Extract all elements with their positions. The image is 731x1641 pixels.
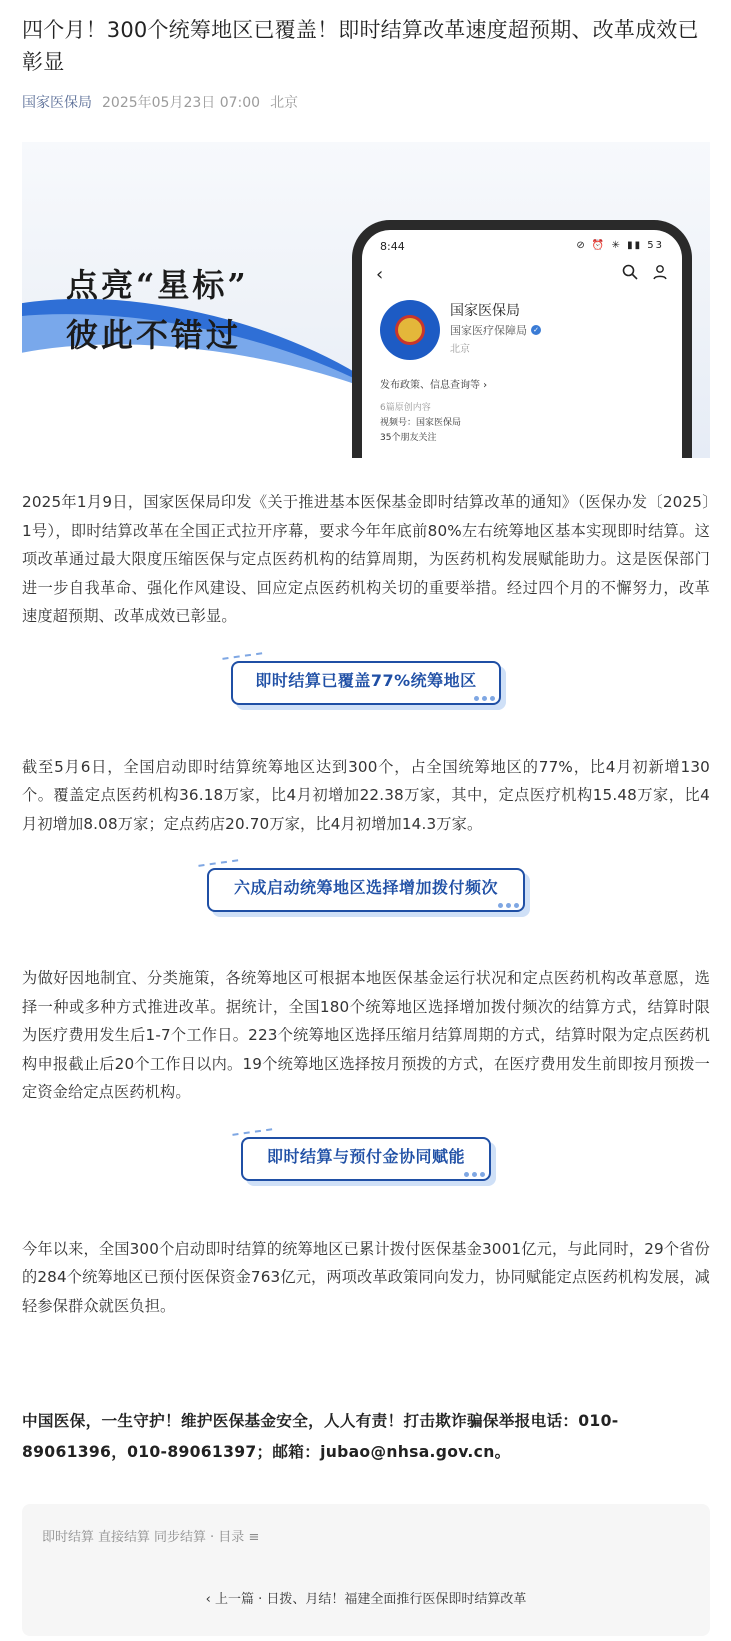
closing-statement: 中国医保，一生守护！维护医保基金安全，人人有责！打击欺诈骗保举报电话：010-89061396，010-89061397；邮箱：jubao@nhsa.gov.cn。 [22, 1412, 619, 1461]
phone-nav [376, 264, 668, 285]
tag-list [42, 1526, 259, 1545]
phone-screen [362, 230, 682, 458]
publish-location: 北京 [270, 95, 299, 111]
heading-text: 即时结算已覆盖77%统筹地区 [255, 670, 477, 690]
verified-icon: ✓ [531, 325, 541, 335]
section-heading [207, 868, 525, 912]
prev-article-link[interactable]: ‹ 上一篇 · 日拨、月结！福建全面推行医保即时结算改革 [205, 1592, 527, 1607]
article-title: 四个月！300个统筹地区已覆盖！即时结算改革速度超预期、改革成效已彰显 [22, 18, 699, 74]
phone-nav-actions [622, 264, 668, 285]
author-link[interactable]: 国家医保局 [22, 95, 92, 111]
phone-time: 8:44 [380, 240, 405, 253]
search-icon [622, 264, 638, 280]
section-heading [241, 1137, 491, 1181]
paragraph: 为做好因地制宜、分类施策，各统筹地区可根据本地医保基金运行状况和定点医药机构改革意愿，选择一种或多种方式推进改革。据统计，全国180个统筹地区选择增加拨付频次的结算方式，结算时限为医疗费用发生后1-7个工作日。223个统筹地区选择压缩月结算周期的方式，结算时限为定点医药机构申报截止后20个工作日以内。19个统筹地区选择按月预拨的方式，在医疗费用发生前即按月预拨一定资金给定点医药机构。 [22, 969, 710, 1101]
account-friends: 35个朋友关注 [380, 433, 437, 443]
phone-mockup [352, 220, 692, 458]
account-subtitle-text: 国家医疗保障局 [450, 324, 527, 337]
account-channel: 视频号：国家医保局 [380, 418, 462, 428]
account-original-count: 6篇原创内容 [380, 403, 431, 413]
slogan-line: 彼此不错过 [66, 316, 242, 354]
article-container [22, 0, 710, 1636]
status-icons: ⊘ ⏰ ✳ ▮▮ 53 [576, 240, 664, 251]
tag-link[interactable]: 同步结算 [154, 1530, 207, 1545]
publish-date: 2025年05月23日 07:00 [102, 95, 261, 111]
paragraph: 2025年1月9日，国家医保局印发《关于推进基本医保基金即时结算改革的通知》（医保办发〔2025〕1号），即时结算改革在全国正式拉开序幕，要求今年年底前80%左右统筹地区基本实现即时结算。这项改革通过最大限度压缩医保与定点医药机构的结算周期，为医药机构发展赋能助力。这是医保部门进一步自我革命、强化作风建设、回应定点医药机构关切的重要举措。经过四个月的不懈努力，改革速度超预期、改革成效已彰显。 [22, 493, 710, 625]
tag-link[interactable]: 直接结算 [98, 1530, 151, 1545]
banner-slogan [66, 260, 249, 360]
account-name: 国家医保局 [450, 303, 520, 319]
star-banner-image [22, 142, 710, 458]
phone-status-bar [380, 240, 664, 253]
toc-link[interactable]: · 目录 ≡ [210, 1530, 260, 1545]
back-icon: ‹ [376, 264, 384, 285]
section-heading [231, 661, 501, 705]
slogan-line: 点亮“星标” [66, 266, 249, 304]
heading-text: 即时结算与预付金协同赋能 [266, 1146, 465, 1166]
article-meta [22, 92, 710, 112]
account-subtitle [450, 322, 541, 338]
profile-icon [652, 264, 668, 280]
account-description: 发布政策、信息查询等 › [380, 380, 488, 391]
article-footer [22, 1504, 710, 1636]
account-location: 北京 [450, 344, 470, 355]
national-emblem-icon [380, 300, 440, 360]
heading-text: 六成启动统筹地区选择增加拨付频次 [233, 878, 498, 897]
tag-link[interactable]: 即时结算 [42, 1530, 95, 1545]
paragraph: 截至5月6日，全国启动即时结算统筹地区达到300个，占全国统筹地区的77%，比4月初新增130个。覆盖定点医药机构36.18万家，比4月初增加22.38万家，其中，定点医疗机构15.48万家，比4月初增加8.08万家；定点药店20.70万家，比4月初增加14.3万家。 [22, 757, 710, 833]
paragraph: 今年以来，全国300个启动即时结算的统筹地区已累计拨付医保基金3001亿元，与此同时，29个省份的284个统筹地区已预付医保资金763亿元，两项改革政策同向发力，协同赋能定点医药机构发展，减轻参保群众就医负担。 [22, 1239, 710, 1315]
